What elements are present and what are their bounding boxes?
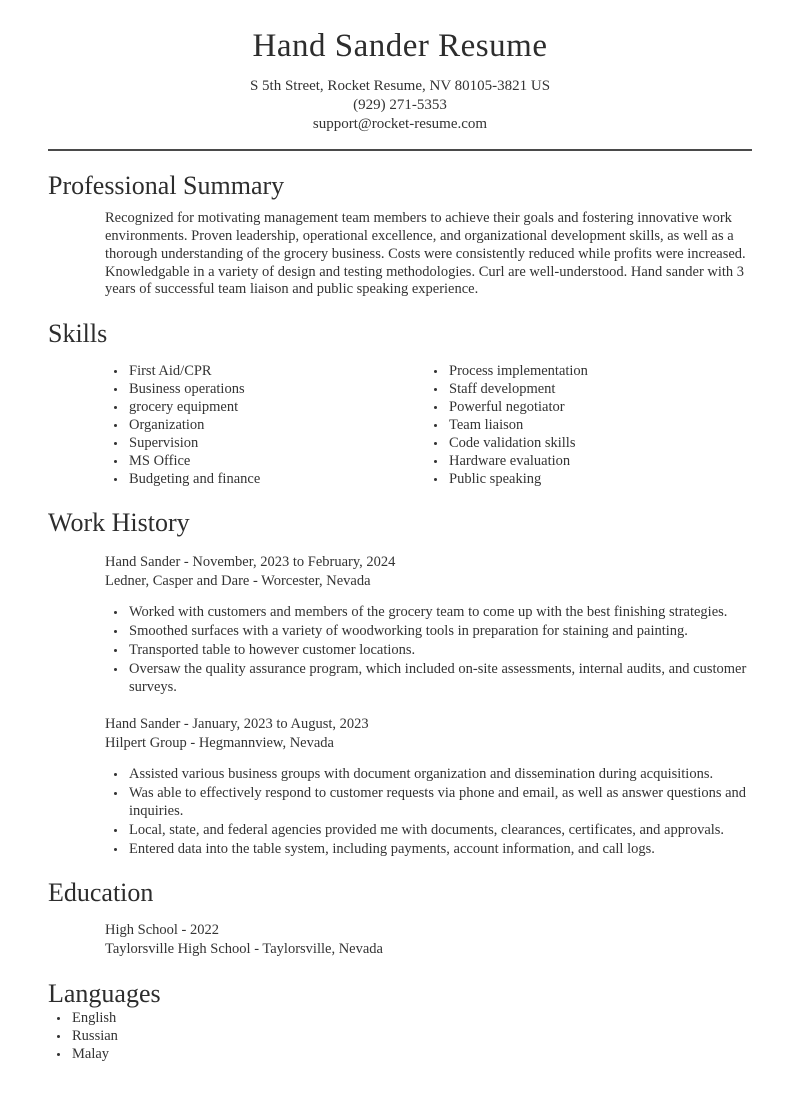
skills-list-right bbox=[425, 362, 745, 488]
job-title: Hand Sander - January, 2023 to August, 2023 bbox=[105, 716, 369, 733]
section-professional-summary bbox=[48, 170, 752, 299]
skill-item: • Powerful negotiator bbox=[447, 398, 745, 416]
skill-item: • Hardware evaluation bbox=[447, 452, 745, 470]
skill-item: • Organization bbox=[127, 416, 425, 434]
education-school: Taylorsville High School - Taylorsville, Nevada bbox=[105, 940, 383, 957]
language-item: • Malay bbox=[70, 1045, 752, 1063]
contact-info bbox=[48, 77, 752, 134]
job-bullet-list bbox=[105, 765, 752, 858]
job-bullet: • Transported table to however customer locations. bbox=[127, 641, 752, 659]
skill-item: • First Aid/CPR bbox=[127, 362, 425, 380]
skill-item: • Budgeting and finance bbox=[127, 470, 425, 488]
skills-heading: Skills bbox=[48, 318, 108, 348]
job-company: Ledner, Casper and Dare - Worcester, Nevada bbox=[105, 573, 371, 590]
skill-item: • Code validation skills bbox=[447, 434, 745, 452]
job-bullet: • Smoothed surfaces with a variety of woodworking tools in preparation for staining and painting. bbox=[127, 622, 752, 640]
skill-item: • Business operations bbox=[127, 380, 425, 398]
language-item: • English bbox=[70, 1009, 752, 1027]
section-languages bbox=[48, 978, 752, 1063]
skills-list-left bbox=[105, 362, 425, 488]
skills-columns bbox=[105, 362, 752, 488]
skill-item: • Supervision bbox=[127, 434, 425, 452]
education-heading: Education bbox=[48, 878, 154, 908]
job-bullet: • Oversaw the quality assurance program, which included on-site assessments, internal audits, and customer surveys. bbox=[127, 660, 752, 696]
skill-item: • grocery equipment bbox=[127, 398, 425, 416]
job-bullet-list bbox=[105, 603, 752, 696]
skill-item: • Team liaison bbox=[447, 416, 745, 434]
section-skills bbox=[48, 318, 752, 488]
job-bullet: • Entered data into the table system, including payments, account information, and call logs. bbox=[127, 840, 752, 858]
section-work-history bbox=[48, 507, 752, 858]
job-bullet: • Was able to effectively respond to customer requests via phone and email, as well as answer questions and inquiries. bbox=[127, 784, 752, 820]
education-degree: High School - 2022 bbox=[105, 921, 219, 938]
contact-address: S 5th Street, Rocket Resume, NV 80105-3821 US bbox=[249, 78, 551, 95]
languages-heading: Languages bbox=[48, 978, 161, 1008]
contact-phone: (929) 271-5353 bbox=[353, 97, 447, 114]
summary-text: Recognized for motivating management team members to achieve their goals and fostering innovative work environments. Proven leadership, operational excellence, and organizational development skills, as well as a thorough understanding of the grocery business. Costs were consistently reduced while profits were increased. Knowledgable in a variety of design and testing methodologies. Curl are well-understood. Hand sander with 3 years of successful team liaison and public speaking experience. bbox=[105, 210, 746, 298]
contact-email: support@rocket-resume.com bbox=[312, 116, 488, 133]
skill-item: • Process implementation bbox=[447, 362, 745, 380]
job-bullet: • Local, state, and federal agencies provided me with documents, clearances, certificates, and approvals. bbox=[127, 821, 752, 839]
job-bullet: • Worked with customers and members of the grocery team to come up with the best finishing strategies. bbox=[127, 603, 752, 621]
job-bullet: • Assisted various business groups with document organization and dissemination during acquisitions. bbox=[127, 765, 752, 783]
job-company: Hilpert Group - Hegmannview, Nevada bbox=[105, 735, 334, 752]
skill-item: • Public speaking bbox=[447, 470, 745, 488]
job-title: Hand Sander - November, 2023 to February, 2024 bbox=[105, 554, 396, 571]
language-item: • Russian bbox=[70, 1027, 752, 1045]
job-entry bbox=[105, 715, 752, 858]
header-divider bbox=[48, 149, 752, 151]
languages-list bbox=[48, 1009, 752, 1063]
resume-title: Hand Sander Resume bbox=[252, 28, 548, 64]
section-education bbox=[48, 877, 752, 958]
skill-item: • MS Office bbox=[127, 452, 425, 470]
resume-header bbox=[48, 26, 752, 134]
work-history-heading: Work History bbox=[48, 508, 190, 538]
summary-heading: Professional Summary bbox=[48, 171, 285, 201]
skill-item: • Staff development bbox=[447, 380, 745, 398]
education-entry bbox=[105, 921, 752, 959]
job-entry bbox=[105, 553, 752, 696]
